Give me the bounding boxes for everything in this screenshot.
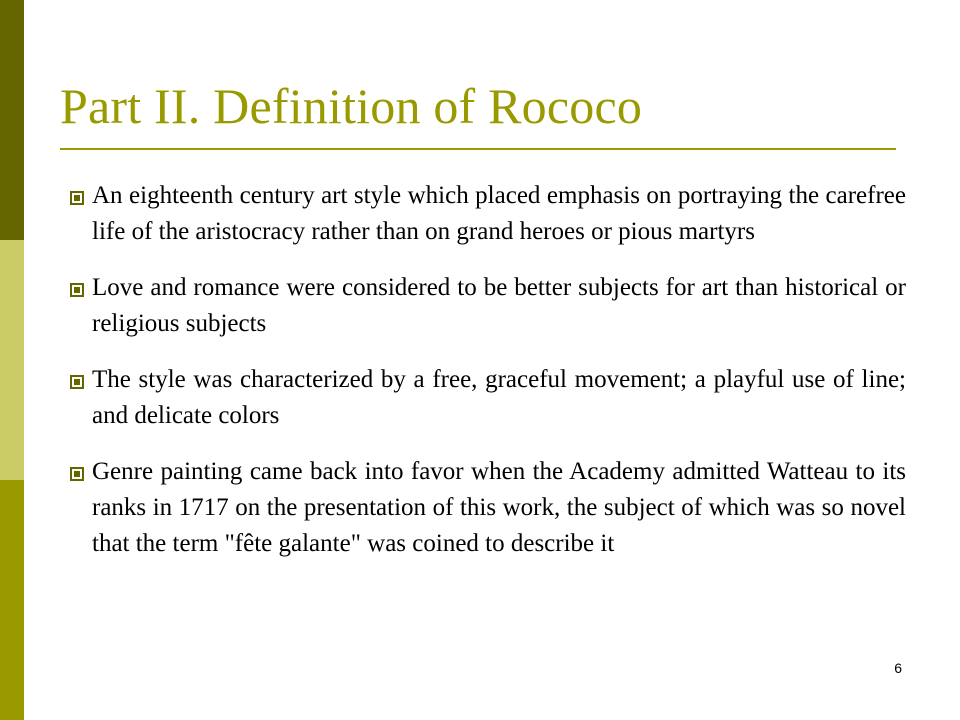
bullet-item — [70, 362, 906, 434]
bullet-list — [70, 178, 906, 582]
bar-segment-top — [0, 0, 24, 240]
bullet-text: The style was characterized by a free, graceful movement; a playful use of line; and delicate colors — [92, 366, 906, 429]
left-decorative-bar — [0, 0, 24, 720]
square-bullet-icon — [70, 467, 84, 481]
page-number: 6 — [894, 660, 902, 676]
square-bullet-icon — [70, 191, 84, 205]
bullet-item — [70, 454, 906, 562]
bullet-text: Genre painting came back into favor when the Academy admitted Watteau to its ranks in 1717 on the presentation of this work, the subject of which was so novel that the term "fête galante" was coined to describe it — [92, 458, 906, 557]
bar-segment-middle — [0, 240, 24, 480]
bullet-text: Love and romance were considered to be better subjects for art than historical or religious subjects — [92, 274, 906, 337]
slide-title: Part II. Definition of Rococo — [60, 78, 643, 134]
square-bullet-icon — [70, 375, 84, 389]
bullet-text: An eighteenth century art style which placed emphasis on portraying the carefree life of the aristocracy rather than on grand heroes or pious martyrs — [92, 182, 906, 245]
square-bullet-icon — [70, 283, 84, 297]
title-divider — [60, 148, 896, 150]
bullet-item — [70, 178, 906, 250]
bar-segment-bottom — [0, 480, 24, 720]
bullet-item — [70, 270, 906, 342]
